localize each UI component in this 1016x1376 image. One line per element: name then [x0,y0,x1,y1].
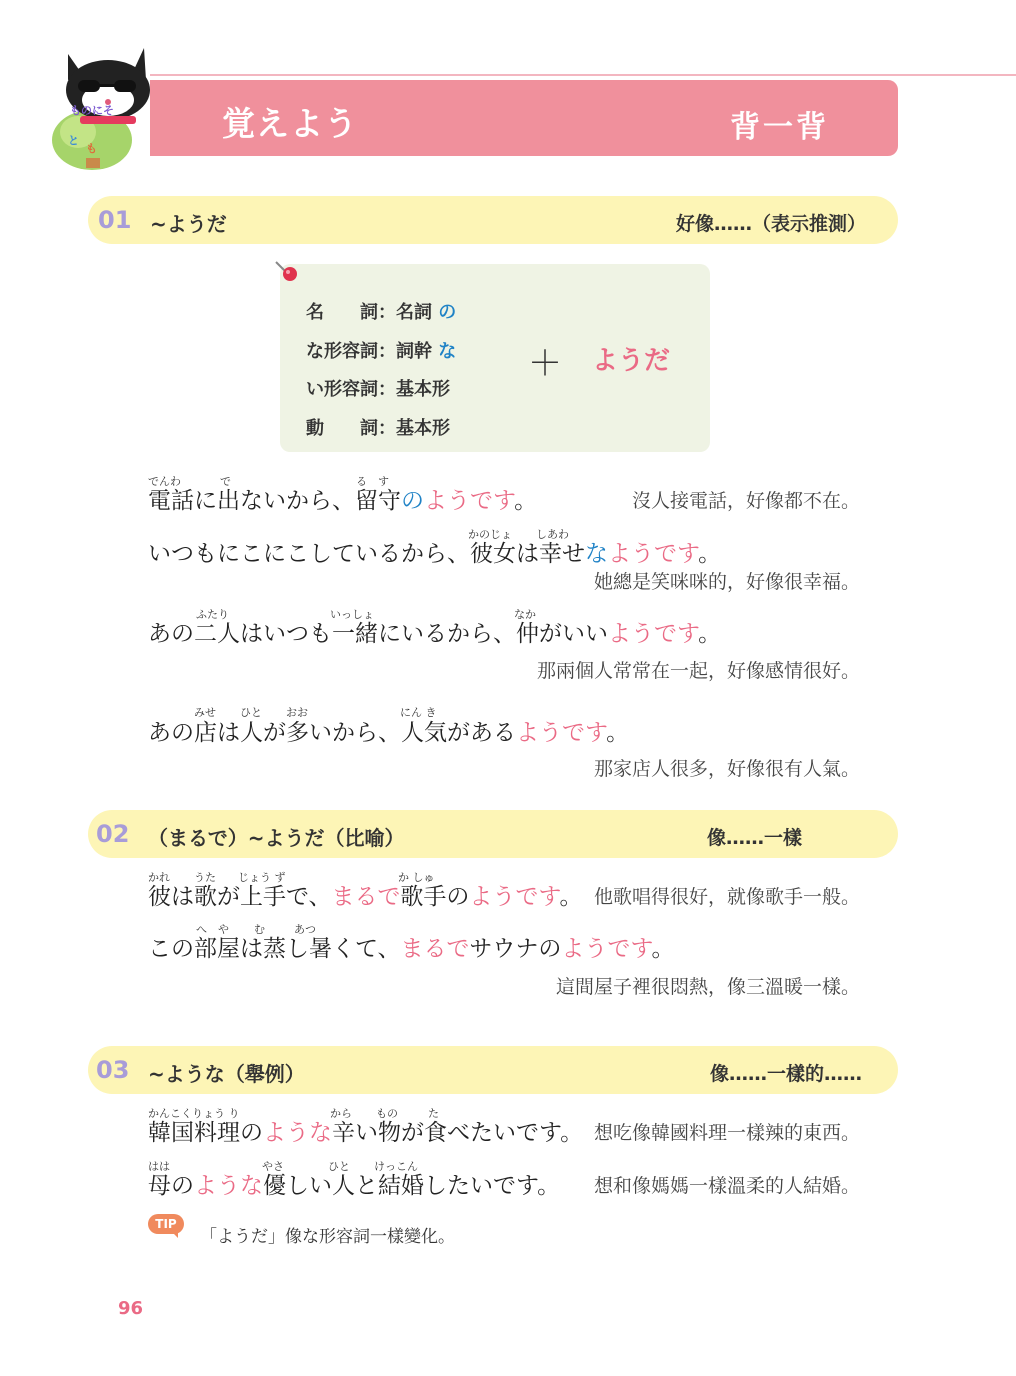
furigana: た [428,1107,439,1120]
furigana: む [254,923,265,936]
furigana: みせ [194,706,216,719]
example-sentence: 電話に出ないから、留守のようです。 [148,488,538,514]
furigana: はは [148,1160,170,1173]
section-number: 02 [96,820,130,848]
furigana: かのじょ [468,528,512,541]
example-translation: 那家店人很多，好像很有人氣。 [593,758,860,780]
section-meaning: 好像……（表示推測） [675,213,866,235]
grammar-result: ようだ [592,346,671,376]
furigana: あつ [294,923,316,936]
svg-text:と: と [68,134,79,147]
section-title: ~ような（舉例） [148,1062,305,1086]
furigana: か しゅ [398,871,435,884]
cat-mascot-icon [48,40,160,172]
example-translation: 這間屋子裡很悶熱，像三溫暖一樣。 [555,976,860,998]
example-sentence: あの店は人が多いから、人気があるようです。 [148,720,630,746]
furigana: る す [356,475,389,488]
furigana: へ や [196,923,229,936]
furigana: かんこくりょう り [148,1107,240,1120]
svg-text:も: も [86,142,97,155]
example-translation: 他歌唱得很好，就像歌手一般。 [593,886,860,908]
example-sentence: あの二人はいつも一緒にいるから、仲がいいようです。 [148,621,722,647]
example-sentence: いつもにこにこしているから、彼女は幸せなようです。 [148,541,722,567]
example-translation: 想和像媽媽一樣溫柔的人結婚。 [593,1175,860,1197]
furigana: けっこん [374,1160,418,1173]
furigana: しあわ [536,528,569,541]
grammar-row-noun: 名 詞：名詞 の [306,302,457,323]
furigana: やさ [262,1160,284,1173]
example-sentence: 彼は歌が上手で、まるで歌手のようです。 [148,884,583,910]
furigana: から [330,1107,352,1120]
section-meaning: 像……一樣 [706,827,802,849]
section-title: ~ようだ [150,212,227,236]
example-sentence: 母のような優しい人と結婚したいです。 [148,1173,561,1199]
example-translation: 那兩個人常常在一起，好像感情很好。 [536,660,860,682]
section-number: 01 [98,206,132,234]
furigana: ふたり [196,608,229,621]
furigana: もの [376,1107,398,1120]
example-translation: 想吃像韓國料理一樣辣的東西。 [593,1122,860,1144]
page-number: 96 [118,1298,144,1319]
section-title: （まるで）~ようだ（比喻） [148,826,405,850]
furigana: かれ [148,871,170,884]
example-translation: 沒人接電話，好像都不在。 [631,490,860,512]
example-sentence: 韓国料理のような辛い物が食べたいです。 [148,1120,584,1146]
furigana: おお [286,706,308,719]
header-title: 覚えよう [222,104,358,143]
furigana: じょう ず [238,871,286,884]
header-subtitle: 背一背 [730,110,829,145]
tip-badge-tail [170,1230,178,1238]
furigana: でんわ [148,475,181,488]
furigana: いっしょ [330,608,374,621]
svg-text:ものにそ: ものにそ [70,104,114,117]
grammar-row-verb: 動 詞：基本形 [306,418,450,439]
grammar-row-na-adjective: な形容詞：詞幹 な [306,341,457,362]
tip-badge: TIP [148,1214,184,1234]
furigana: で [220,475,231,488]
grammar-row-i-adjective: い形容詞：基本形 [306,379,450,400]
section-number: 03 [96,1056,130,1084]
header-top-line [150,74,1016,76]
furigana: ひと [328,1160,350,1173]
pushpin-icon [272,258,302,284]
example-translation: 她總是笑咪咪的，好像很幸福。 [593,571,860,593]
plus-sign: ＋ [528,344,562,384]
tip-text: 「ようだ」像な形容詞一樣變化。 [200,1227,455,1247]
example-sentence: この部屋は蒸し暑くて、まるでサウナのようです。 [148,936,675,962]
furigana: なか [514,608,536,621]
furigana: にん き [400,706,437,719]
furigana: ひと [240,706,262,719]
furigana: うた [194,871,216,884]
section-meaning: 像……一樣的…… [709,1063,862,1085]
